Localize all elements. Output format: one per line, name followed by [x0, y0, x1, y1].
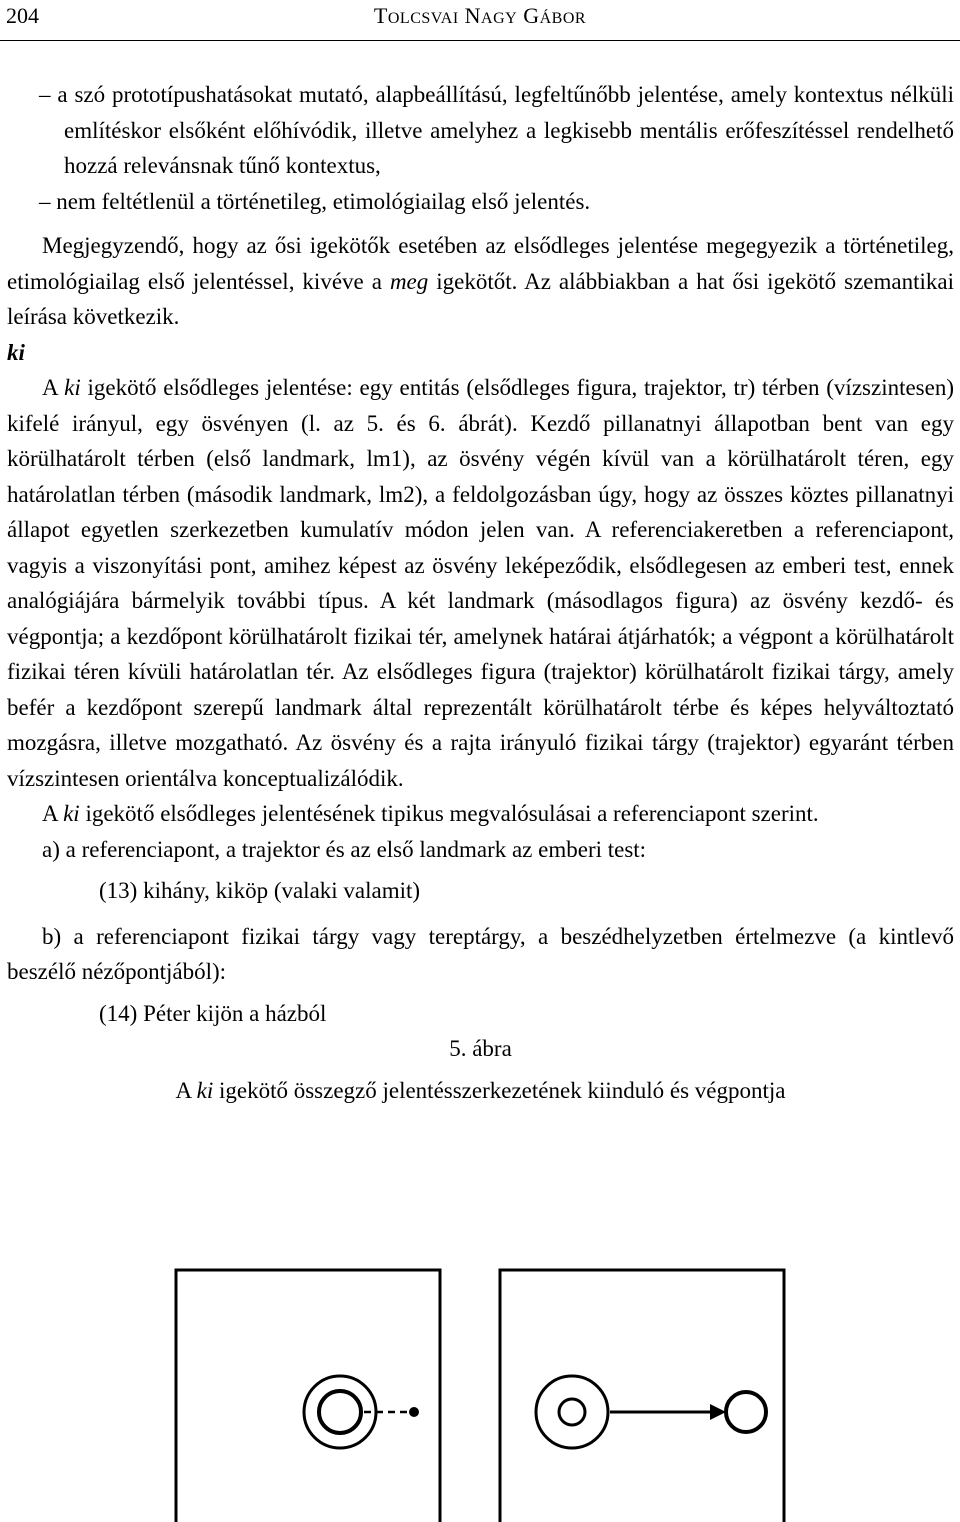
author-first-cap: T	[373, 3, 388, 28]
body-text	[7, 77, 954, 1108]
typical-prefix: A	[42, 801, 64, 826]
example-13: (13) kihány, kiköp (valaki valamit)	[99, 878, 421, 903]
figure-caption	[7, 1073, 954, 1109]
main-text: igekötő elsődleges jelentése: egy entitás (elsődleges figura, trajektor, tr) térben (vízszintesen) kifelé irányul, egy ösvényen (l. az 5. és 6. ábrát). Kezdő pillanatnyi állapotban bent van egy körülhatárolt térben (első landmark, lm1), az ösvény végén kívül van a körülhatárolt téren, egy határolatlan térben (második landmark, lm2), a feldolgozásban úgy, hogy az összes köztes pillanatnyi állapot egyetlen szerkezetben kumulatív módon jelen van. A referenciakeretben a referenciapont, vagyis a viszonyítási pont, amihez képest az ösvény leképeződik, elsődlegesen az emberi test, ennek analógiájára bármelyik további típus. A két landmark (másodlagos figura) az ösvény kezdő- és végpontja; a kezdőpont körülhatárolt fizikai tér, amelynek határai átjárhatók; a végpont a körülhatárolt fizikai téren kívüli határolatlan tér. Az elsődleges figura (trajektor) körülhatárolt fizikai tárgy, amely befér a kezdőpont szerepű landmark által reprezentált körülhatárolt térbe és képes helyváltoztató mozgásra, illetve mozgatható. Az ösvény és a rajta irányuló fizikai tárgy (trajektor) egyaránt térben vízszintesen orientálva konceptualizálódik.	[7, 375, 954, 791]
note-text-before: Megjegyzendő, hogy az ősi igekötők esetében az elsődleges jelentése megegyezik a történetileg, etimológiailag első jelentéssel, kivéve a	[7, 233, 954, 294]
case-a: a) a referenciapont, a trajektor és az első landmark az emberi test:	[42, 836, 647, 862]
bullet-item: – a szó prototípushatásokat mutató, alapbeállítású, legfeltűnőbb jelentése, amely kontextus nélküli említéskor elsőként előhívódik, illetve amelyhez a legkisebb mentális erőfeszítéssel rendelhető hozzá relevánsnak tűnő kontextus,	[39, 82, 954, 178]
running-head	[0, 3, 960, 32]
typical-paragraph	[7, 796, 954, 832]
path-end-dot	[409, 1407, 419, 1417]
caption-prefix: A	[175, 1077, 197, 1103]
arrowhead-icon	[710, 1404, 726, 1420]
figure-label: 5. ábra	[449, 1036, 512, 1061]
typical-text: igekötő elsődleges jelentésének tipikus megvalósulásai a referenciapont szerint.	[79, 801, 819, 826]
end-landmark-box	[500, 1270, 784, 1522]
end-state-panel	[500, 1270, 784, 1522]
page-header	[0, 0, 960, 41]
author-last-cap: G	[523, 3, 540, 28]
note-paragraph	[7, 228, 954, 335]
bullet-item: – nem feltétlenül a történetileg, etimológiailag első jelentés.	[39, 188, 591, 214]
author-last-rest: ÁBOR	[539, 10, 587, 27]
main-prefix: A	[42, 375, 65, 400]
note-text-after: igekötőt. Az alábbiakban a hat ősi igekötő szemantikai leírása következik.	[7, 268, 954, 329]
case-b: b) a referenciapont fizikai tárgy vagy tereptárgy, a beszédhelyzetben értelmezve (a kintlevő beszélő nézőpontjából):	[7, 923, 954, 984]
author-middle-rest: AGY	[481, 10, 518, 27]
author-middle-cap: N	[464, 3, 482, 28]
start-trajector-circle	[319, 1391, 361, 1433]
end-landmark-outer-circle	[536, 1376, 608, 1448]
author-first-rest: OLCSVAI	[387, 10, 459, 27]
caption-text: igekötő összegző jelentésszerkezetének kiinduló és végpontja	[213, 1077, 786, 1103]
page-number: 204	[6, 3, 39, 28]
main-italic-word: ki	[64, 375, 81, 400]
note-italic-word: meg	[389, 268, 429, 294]
start-state-panel	[176, 1270, 440, 1522]
caption-italic-word: ki	[196, 1077, 214, 1103]
example-14: (14) Péter kijön a házból	[99, 1000, 327, 1026]
end-inner-circle	[559, 1399, 585, 1425]
end-trajector-circle	[726, 1392, 766, 1432]
main-paragraph	[7, 370, 954, 796]
section-heading: ki	[7, 339, 25, 365]
figure-5-diagram	[174, 1268, 788, 1522]
typical-italic-word: ki	[63, 801, 80, 826]
